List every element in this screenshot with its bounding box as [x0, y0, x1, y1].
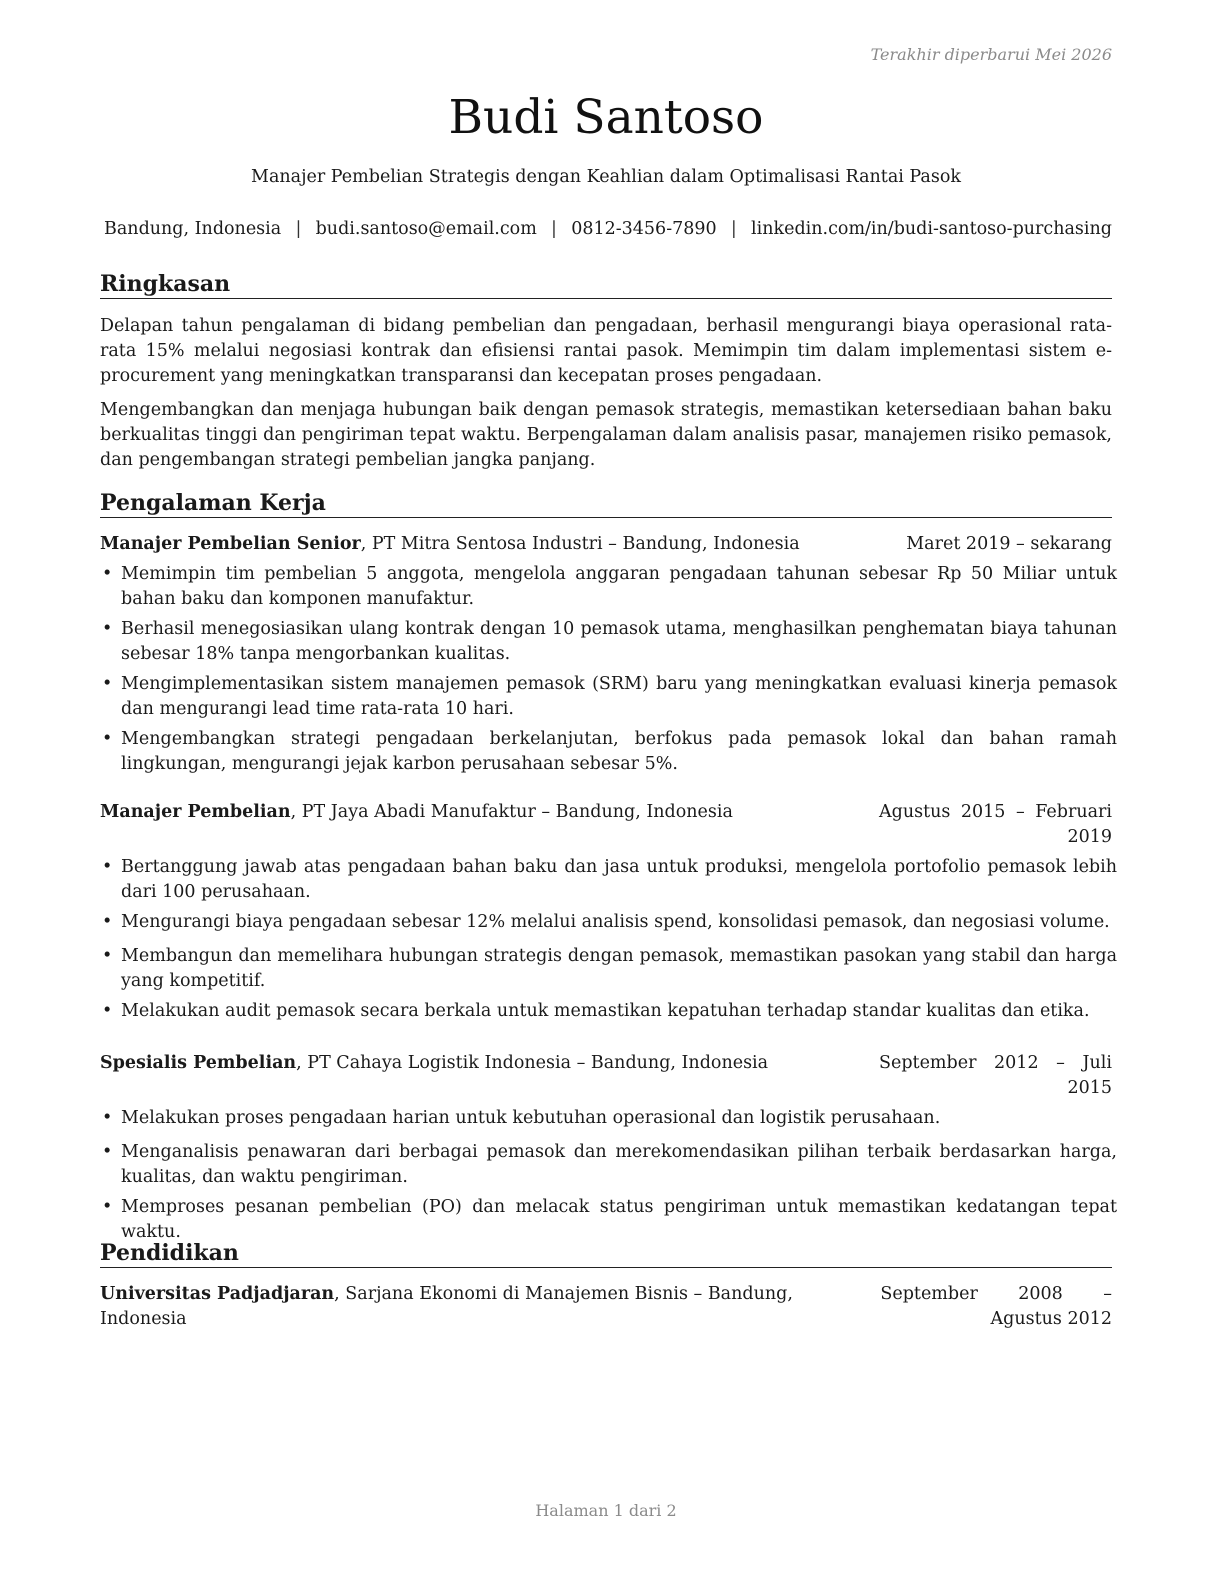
job-bullets	[100, 562, 1117, 782]
education-title-line	[100, 1282, 880, 1332]
list-item: • Mengembangkan strategi pengadaan berkelanjutan, berfokus pada pemasok lokal dan bahan ramah lingkungan, mengurangi jejak karbon perusahaan sebesar 5%.	[100, 727, 1117, 777]
list-item: • Berhasil menegosiasikan ulang kontrak dengan 10 pemasok utama, menghasilkan penghematan biaya tahunan sebesar 18% tanpa mengorbankan kualitas.	[100, 617, 1117, 667]
list-item: • Bertanggung jawab atas pengadaan bahan baku dan jasa untuk produksi, mengelola portofolio pemasok lebih dari 100 perusahaan.	[100, 855, 1117, 905]
education-entry	[100, 1282, 1112, 1332]
contact-location: Bandung, Indonesia	[104, 219, 282, 239]
contact-separator: |	[295, 219, 302, 239]
contact-separator: |	[730, 219, 737, 239]
job-dates: September 2012 – Juli 2015	[879, 1053, 1112, 1098]
section-title-summary: Ringkasan	[100, 270, 1112, 299]
section-title-education: Pendidikan	[100, 1239, 1112, 1268]
candidate-name: Budi Santoso	[448, 90, 764, 145]
list-item: • Membangun dan memelihara hubungan strategis dengan pemasok, memastikan pasokan yang stabil dan harga yang kompetitif.	[100, 944, 1117, 994]
contact-phone: 0812-3456-7890	[571, 219, 717, 239]
contact-line	[100, 219, 1112, 239]
list-item: • Mengurangi biaya pengadaan sebesar 12% melalui analisis spend, konsolidasi pemasok, dan negosiasi volume.	[100, 910, 1117, 935]
list-item: • Mengimplementasikan sistem manajemen pemasok (SRM) baru yang meningkatkan evaluasi kinerja pemasok dan mengurangi lead time rata-rata 10 hari.	[100, 672, 1117, 722]
list-item: • Melakukan proses pengadaan harian untuk kebutuhan operasional dan logistik perusahaan.	[100, 1106, 1117, 1131]
list-item: • Melakukan audit pemasok secara berkala untuk memastikan kepatuhan terhadap standar kualitas dan etika.	[100, 999, 1117, 1024]
job-role: Spesialis Pembelian	[100, 1053, 297, 1073]
last-updated: Terakhir diperbarui Mei 2026	[870, 45, 1112, 64]
job-org: , PT Jaya Abadi Manufaktur – Bandung, Indonesia	[290, 802, 733, 822]
education-degree: , Sarjana Ekonomi di Manajemen Bisnis – Bandung, Indonesia	[100, 1284, 793, 1329]
job-dates: Agustus 2015 – Februari 2019	[879, 802, 1112, 847]
list-item: • Memimpin tim pembelian 5 anggota, mengelola anggaran pengadaan tahunan sebesar Rp 50 Miliar untuk bahan baku dan komponen manufaktur.	[100, 562, 1117, 612]
contact-email[interactable]: budi.santoso@email.com	[315, 219, 537, 239]
education-school: Universitas Padjadjaran	[100, 1284, 335, 1304]
contact-linkedin[interactable]: linkedin.com/in/budi-santoso-purchasing	[751, 219, 1112, 239]
list-item: • Memproses pesanan pembelian (PO) dan melacak status pengiriman untuk memastikan kedatangan tepat waktu.	[100, 1195, 1117, 1245]
job-title-line	[100, 1051, 768, 1101]
tagline: Manajer Pembelian Strategis dengan Keahlian dalam Optimalisasi Rantai Pasok	[251, 167, 961, 187]
list-item: • Menganalisis penawaran dari berbagai pemasok dan merekomendasikan pilihan terbaik berdasarkan harga, kualitas, dan waktu pengiriman.	[100, 1140, 1117, 1190]
job-title-line	[100, 532, 800, 557]
job-role: Manajer Pembelian	[100, 802, 291, 822]
education-dates: September 2008 – Agustus 2012	[880, 1284, 1112, 1329]
job-title-line	[100, 800, 733, 850]
summary-paragraph: Mengembangkan dan menjaga hubungan baik dengan pemasok strategis, memastikan ketersediaan bahan baku berkualitas tinggi dan pengiriman tepat waktu. Berpengalaman dalam analisis pasar, manajemen risiko pemasok, dan pengembangan strategi pembelian jangka panjang.	[100, 400, 1112, 470]
job-bullets	[100, 1106, 1117, 1250]
page-number: Halaman 1 dari 2	[535, 1501, 677, 1520]
job-header	[100, 800, 1112, 850]
job-org: , PT Mitra Sentosa Industri – Bandung, Indonesia	[360, 534, 800, 554]
summary-paragraph: Delapan tahun pengalaman di bidang pembelian dan pengadaan, berhasil mengurangi biaya operasional rata-rata 15% melalui negosiasi kontrak dan efisiensi rantai pasok. Memimpin tim dalam implementasi sistem e-procurement yang meningkatkan transparansi dan kecepatan proses pengadaan.	[100, 316, 1112, 386]
contact-separator: |	[551, 219, 557, 239]
job-role: Manajer Pembelian Senior	[100, 534, 361, 554]
job-dates: Maret 2019 – sekarang	[906, 534, 1112, 554]
job-org: , PT Cahaya Logistik Indonesia – Bandung, Indonesia	[296, 1053, 769, 1073]
resume-page	[100, 0, 1117, 1584]
job-header	[100, 532, 1112, 557]
job-header	[100, 1051, 1112, 1101]
job-bullets	[100, 855, 1117, 1029]
section-title-experience: Pengalaman Kerja	[100, 489, 1112, 518]
